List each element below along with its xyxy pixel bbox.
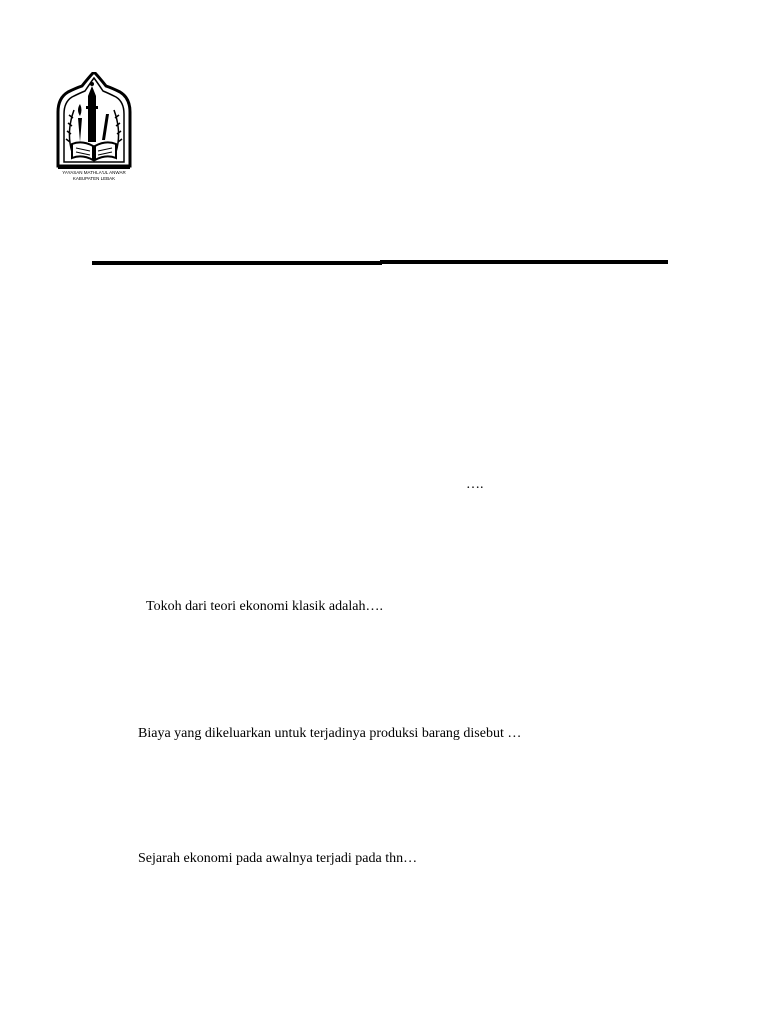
logo-caption-line-2: KABUPATEN LEBAK: [72, 176, 116, 181]
question-text: Biaya yang dikeluarkan untuk terjadinya produksi barang disebut …: [138, 726, 522, 741]
header-divider-left: [92, 261, 382, 265]
header-divider-right: [380, 260, 668, 264]
logo-caption-line-1: YAYASAN MATHLA'UL ANWAR: [62, 170, 126, 175]
school-logo: [52, 72, 136, 184]
question-text: Tokoh dari teori ekonomi klasik adalah….: [146, 599, 383, 614]
question-text: Sejarah ekonomi pada awalnya terjadi pada thn…: [138, 851, 418, 866]
answer-ellipsis: ….: [466, 477, 484, 492]
